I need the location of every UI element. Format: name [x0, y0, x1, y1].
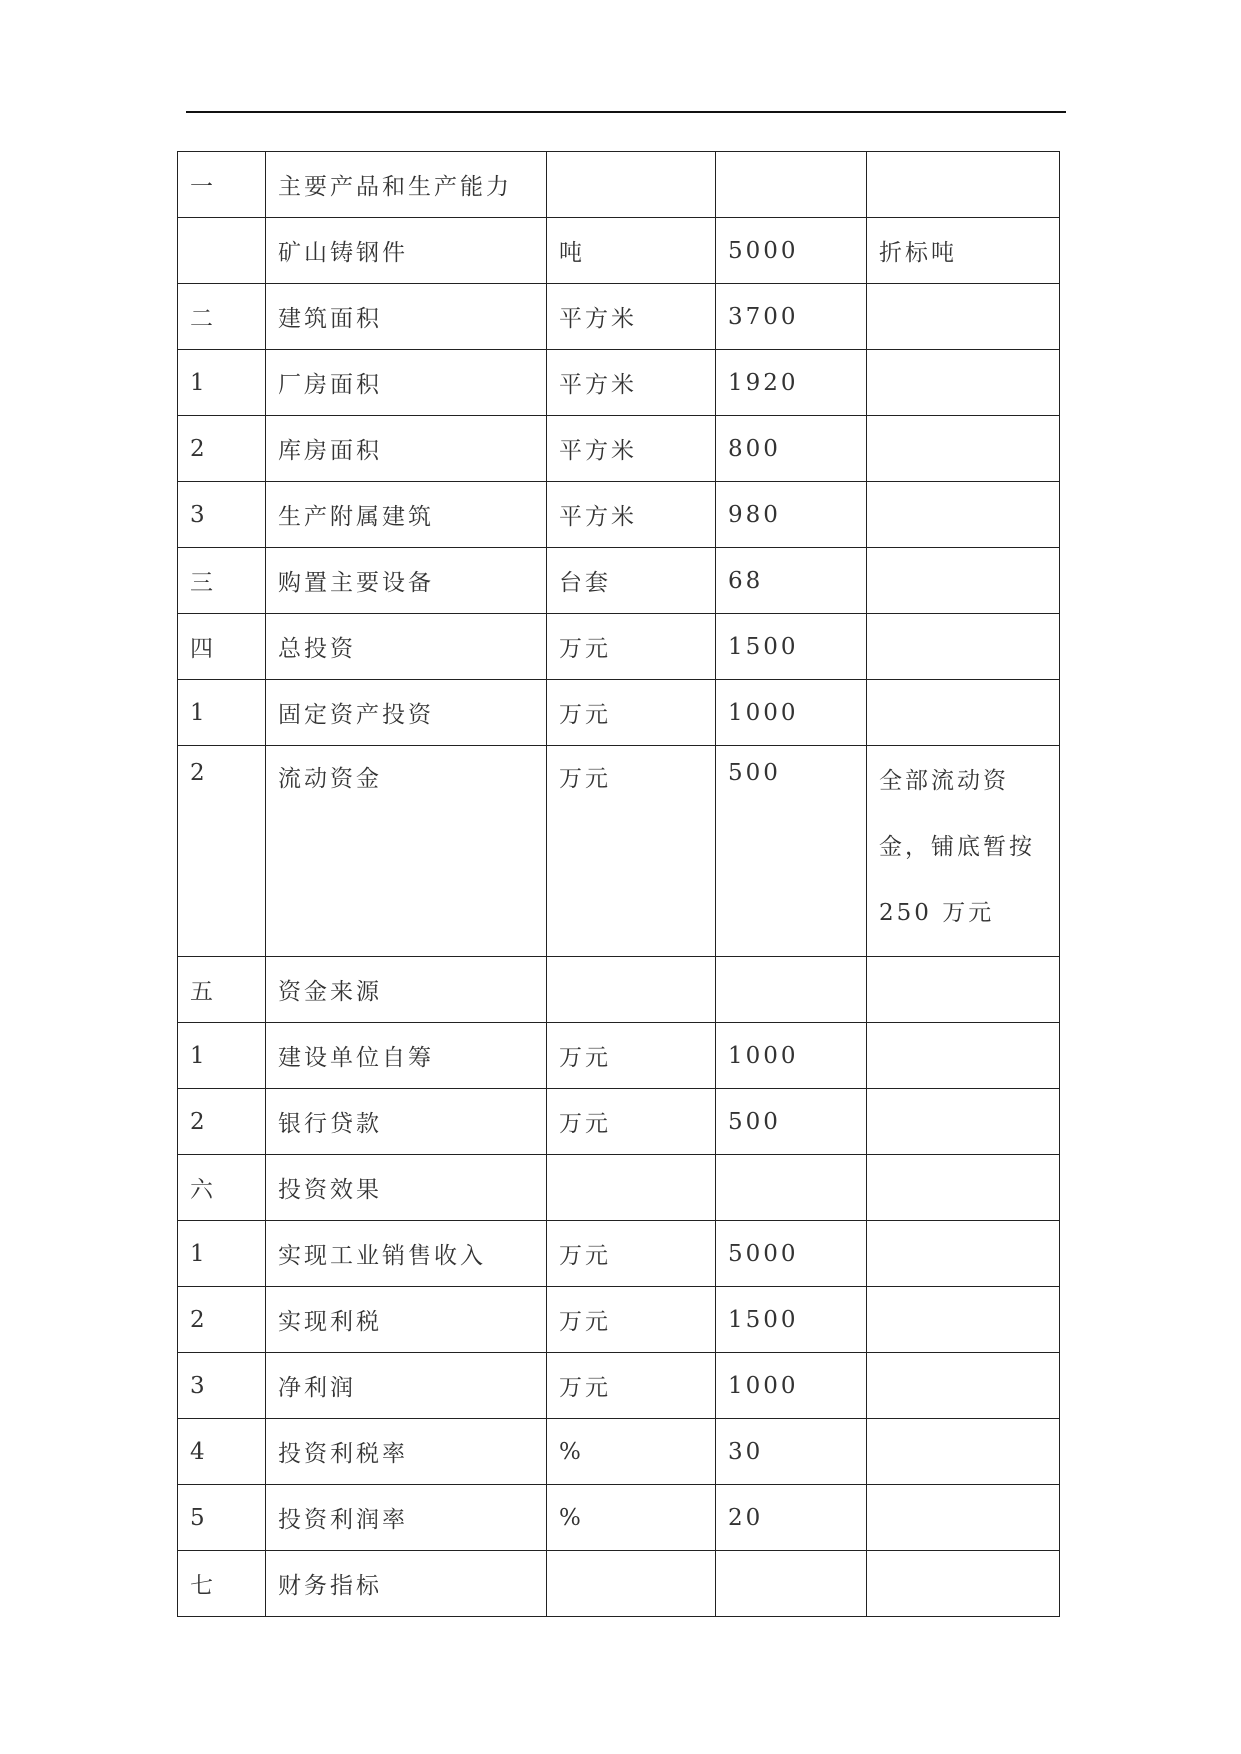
- row-index: 3: [178, 482, 266, 548]
- row-unit: %: [547, 1485, 716, 1551]
- row-value: 1920: [716, 350, 867, 416]
- table-row: [178, 1353, 1060, 1419]
- row-index: 1: [178, 680, 266, 746]
- header-rule: [186, 111, 1066, 113]
- row-index: 四: [178, 614, 266, 680]
- row-unit: 万元: [547, 1023, 716, 1089]
- row-index: 三: [178, 548, 266, 614]
- row-index: 二: [178, 284, 266, 350]
- row-note: [867, 680, 1060, 746]
- row-unit: %: [547, 1419, 716, 1485]
- row-value: 1000: [716, 1353, 867, 1419]
- row-note: [867, 482, 1060, 548]
- row-note: [867, 1485, 1060, 1551]
- row-note: [867, 1221, 1060, 1287]
- row-item: 建设单位自筹: [266, 1023, 547, 1089]
- row-value: [716, 957, 867, 1023]
- table-row: [178, 1287, 1060, 1353]
- row-unit: [547, 1155, 716, 1221]
- table-row: [178, 746, 1060, 957]
- row-value: 20: [716, 1485, 867, 1551]
- table-row: [178, 1221, 1060, 1287]
- row-index: 2: [178, 1287, 266, 1353]
- row-value: 5000: [716, 1221, 867, 1287]
- row-item: 投资利润率: [266, 1485, 547, 1551]
- row-item: 建筑面积: [266, 284, 547, 350]
- table-row: [178, 1419, 1060, 1485]
- row-note: [867, 284, 1060, 350]
- row-note: [867, 1023, 1060, 1089]
- row-note: [867, 1353, 1060, 1419]
- row-value: [716, 1155, 867, 1221]
- row-value: 500: [716, 1089, 867, 1155]
- row-index: 2: [178, 1089, 266, 1155]
- row-index: 3: [178, 1353, 266, 1419]
- row-note: 全部流动资金，铺底暂按 250 万元: [867, 746, 1060, 957]
- row-unit: 平方米: [547, 350, 716, 416]
- table-row: [178, 1089, 1060, 1155]
- row-unit: 万元: [547, 614, 716, 680]
- row-note: [867, 1287, 1060, 1353]
- row-unit: 万元: [547, 1287, 716, 1353]
- row-value: 1500: [716, 614, 867, 680]
- row-note: [867, 1551, 1060, 1617]
- row-note: [867, 1089, 1060, 1155]
- row-index: 2: [178, 746, 266, 957]
- row-index: 五: [178, 957, 266, 1023]
- row-item: 购置主要设备: [266, 548, 547, 614]
- row-value: [716, 152, 867, 218]
- table-row: [178, 482, 1060, 548]
- row-value: 1000: [716, 680, 867, 746]
- table-row: [178, 350, 1060, 416]
- row-index: 七: [178, 1551, 266, 1617]
- table-row: [178, 1155, 1060, 1221]
- table-row: [178, 218, 1060, 284]
- table-row: [178, 1551, 1060, 1617]
- row-unit: 台套: [547, 548, 716, 614]
- row-item: 总投资: [266, 614, 547, 680]
- row-unit: [547, 957, 716, 1023]
- row-index: 1: [178, 1023, 266, 1089]
- row-value: 980: [716, 482, 867, 548]
- row-note: [867, 416, 1060, 482]
- row-item: 流动资金: [266, 746, 547, 957]
- row-item: 库房面积: [266, 416, 547, 482]
- row-note: [867, 152, 1060, 218]
- row-item: 厂房面积: [266, 350, 547, 416]
- row-item: 实现工业销售收入: [266, 1221, 547, 1287]
- row-unit: [547, 152, 716, 218]
- row-index: 六: [178, 1155, 266, 1221]
- table-row: [178, 680, 1060, 746]
- row-item: 矿山铸钢件: [266, 218, 547, 284]
- row-value: 1000: [716, 1023, 867, 1089]
- row-note: [867, 350, 1060, 416]
- row-value: 800: [716, 416, 867, 482]
- row-item: 银行贷款: [266, 1089, 547, 1155]
- row-index: 2: [178, 416, 266, 482]
- row-item: 生产附属建筑: [266, 482, 547, 548]
- row-unit: 平方米: [547, 284, 716, 350]
- row-index: 4: [178, 1419, 266, 1485]
- row-value: 1500: [716, 1287, 867, 1353]
- row-index: 1: [178, 1221, 266, 1287]
- table-row: [178, 548, 1060, 614]
- row-value: 500: [716, 746, 867, 957]
- row-value: 5000: [716, 218, 867, 284]
- row-unit: 平方米: [547, 416, 716, 482]
- row-unit: [547, 1551, 716, 1617]
- row-index: 5: [178, 1485, 266, 1551]
- row-index: 1: [178, 350, 266, 416]
- row-note: [867, 957, 1060, 1023]
- row-unit: 平方米: [547, 482, 716, 548]
- row-item: 投资效果: [266, 1155, 547, 1221]
- row-note: 折标吨: [867, 218, 1060, 284]
- row-item: 固定资产投资: [266, 680, 547, 746]
- row-index: [178, 218, 266, 284]
- row-note: [867, 548, 1060, 614]
- row-note: [867, 1419, 1060, 1485]
- row-note: [867, 1155, 1060, 1221]
- row-item: 主要产品和生产能力: [266, 152, 547, 218]
- row-value: 3700: [716, 284, 867, 350]
- table-row: [178, 1023, 1060, 1089]
- row-note: [867, 614, 1060, 680]
- row-index: 一: [178, 152, 266, 218]
- row-value: [716, 1551, 867, 1617]
- table-row: [178, 614, 1060, 680]
- table-row: [178, 152, 1060, 218]
- row-unit: 万元: [547, 1089, 716, 1155]
- row-unit: 吨: [547, 218, 716, 284]
- table-row: [178, 957, 1060, 1023]
- table-row: [178, 1485, 1060, 1551]
- row-unit: 万元: [547, 680, 716, 746]
- row-item: 财务指标: [266, 1551, 547, 1617]
- row-unit: 万元: [547, 1221, 716, 1287]
- row-unit: 万元: [547, 1353, 716, 1419]
- row-item: 资金来源: [266, 957, 547, 1023]
- row-unit: 万元: [547, 746, 716, 957]
- table-row: [178, 284, 1060, 350]
- row-value: 30: [716, 1419, 867, 1485]
- row-item: 实现利税: [266, 1287, 547, 1353]
- row-item: 投资利税率: [266, 1419, 547, 1485]
- row-value: 68: [716, 548, 867, 614]
- table-row: [178, 416, 1060, 482]
- project-indicator-table: [177, 151, 1060, 1617]
- row-item: 净利润: [266, 1353, 547, 1419]
